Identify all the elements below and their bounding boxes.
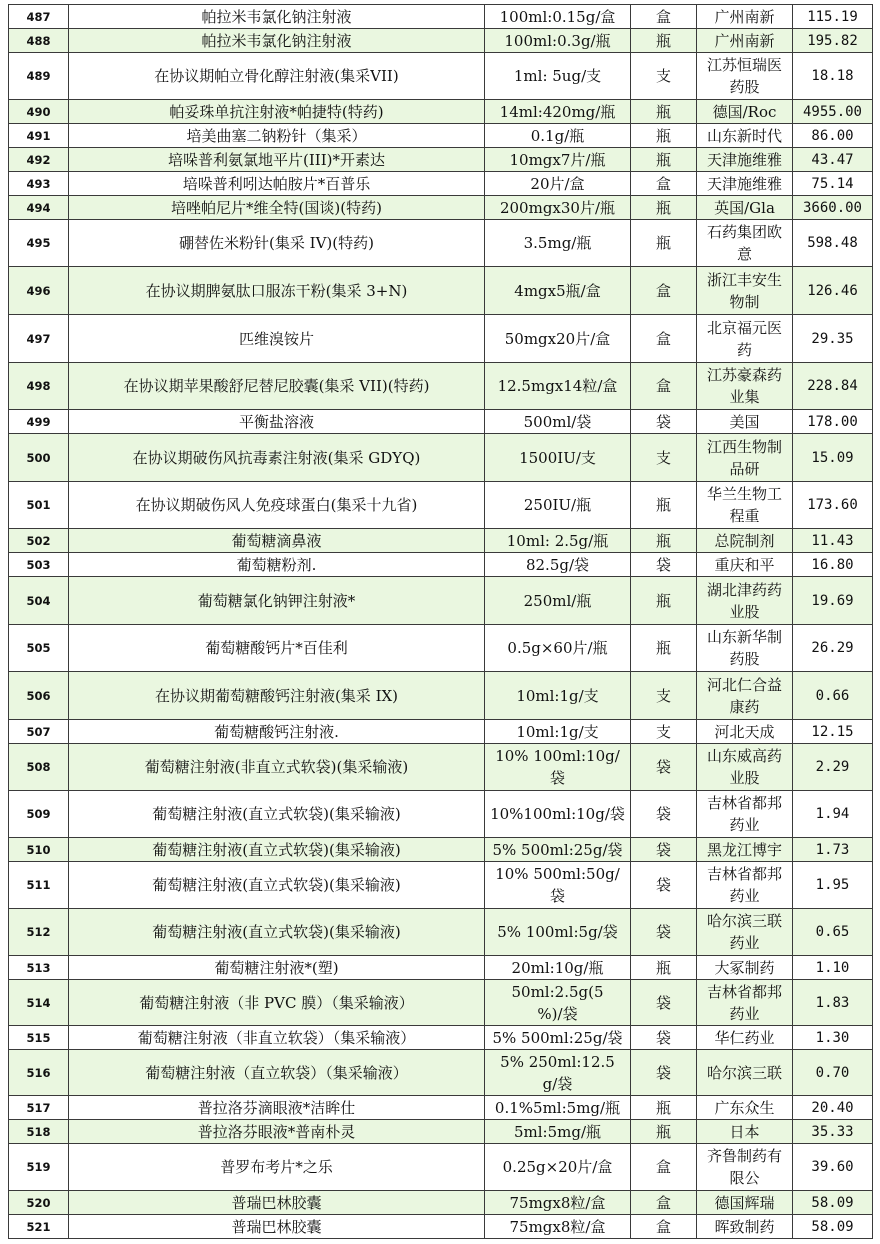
unit-cell: 支 (631, 53, 697, 100)
price-cell: 19.69 (793, 577, 873, 625)
price-cell: 16.80 (793, 553, 873, 577)
price-cell: 58.09 (793, 1215, 873, 1239)
specification-cell: 20片/盒 (485, 172, 631, 196)
row-number-cell: 519 (9, 1144, 69, 1191)
specification-cell: 82.5g/袋 (485, 553, 631, 577)
price-cell: 0.65 (793, 909, 873, 956)
table-row (9, 744, 873, 791)
specification-cell: 100ml:0.15g/盒 (485, 5, 631, 29)
table-row (9, 53, 873, 100)
unit-cell: 袋 (631, 744, 697, 791)
table-row (9, 909, 873, 956)
table-row (9, 1096, 873, 1120)
manufacturer-cell: 天津施维雅 (697, 172, 793, 196)
unit-cell: 盒 (631, 1144, 697, 1191)
price-cell: 18.18 (793, 53, 873, 100)
price-cell: 4955.00 (793, 100, 873, 124)
unit-cell: 袋 (631, 791, 697, 838)
row-number-cell: 515 (9, 1026, 69, 1050)
row-number-cell: 506 (9, 672, 69, 720)
row-number-cell: 504 (9, 577, 69, 625)
drug-name-cell: 培美曲塞二钠粉针（集采） (69, 124, 485, 148)
drug-name-cell: 普罗布考片*之乐 (69, 1144, 485, 1191)
table-row (9, 553, 873, 577)
table-row (9, 672, 873, 720)
specification-cell: 10% 500ml:50g/袋 (485, 862, 631, 909)
specification-cell: 250IU/瓶 (485, 482, 631, 529)
row-number-cell: 512 (9, 909, 69, 956)
price-cell: 35.33 (793, 1120, 873, 1144)
drug-name-cell: 帕拉米韦氯化钠注射液 (69, 5, 485, 29)
unit-cell: 瓶 (631, 148, 697, 172)
unit-cell: 支 (631, 434, 697, 482)
manufacturer-cell: 齐鲁制药有 限公 (697, 1144, 793, 1191)
unit-cell: 袋 (631, 553, 697, 577)
price-cell: 598.48 (793, 220, 873, 267)
row-number-cell: 489 (9, 53, 69, 100)
drug-name-cell: 在协议期破伤风抗毒素注射液(集采 GDYQ) (69, 434, 485, 482)
row-number-cell: 500 (9, 434, 69, 482)
unit-cell: 瓶 (631, 29, 697, 53)
unit-cell: 袋 (631, 410, 697, 434)
drug-name-cell: 葡萄糖注射液(直立式软袋)(集采输液) (69, 862, 485, 909)
price-cell: 1.30 (793, 1026, 873, 1050)
table-row (9, 434, 873, 482)
specification-cell: 4mgx5瓶/盒 (485, 267, 631, 315)
drug-name-cell: 普瑞巴林胶囊 (69, 1215, 485, 1239)
drug-name-cell: 在协议期苹果酸舒尼替尼胶囊(集采 VII)(特药) (69, 363, 485, 410)
row-number-cell: 507 (9, 720, 69, 744)
price-cell: 1.73 (793, 838, 873, 862)
unit-cell: 瓶 (631, 220, 697, 267)
row-number-cell: 520 (9, 1191, 69, 1215)
drug-name-cell: 培唑帕尼片*维全特(国谈)(特药) (69, 196, 485, 220)
specification-cell: 0.25g×20片/盒 (485, 1144, 631, 1191)
price-cell: 3660.00 (793, 196, 873, 220)
row-number-cell: 513 (9, 956, 69, 980)
drug-name-cell: 葡萄糖酸钙片*百佳利 (69, 625, 485, 672)
row-number-cell: 501 (9, 482, 69, 529)
row-number-cell: 518 (9, 1120, 69, 1144)
specification-cell: 0.1g/瓶 (485, 124, 631, 148)
unit-cell: 袋 (631, 980, 697, 1026)
table-row (9, 1120, 873, 1144)
row-number-cell: 488 (9, 29, 69, 53)
specification-cell: 50mgx20片/盒 (485, 315, 631, 363)
specification-cell: 200mgx30片/瓶 (485, 196, 631, 220)
specification-cell: 250ml/瓶 (485, 577, 631, 625)
specification-cell: 75mgx8粒/盒 (485, 1191, 631, 1215)
price-cell: 178.00 (793, 410, 873, 434)
price-cell: 2.29 (793, 744, 873, 791)
row-number-cell: 510 (9, 838, 69, 862)
row-number-cell: 514 (9, 980, 69, 1026)
manufacturer-cell: 重庆和平 (697, 553, 793, 577)
unit-cell: 袋 (631, 862, 697, 909)
specification-cell: 75mgx8粒/盒 (485, 1215, 631, 1239)
price-cell: 29.35 (793, 315, 873, 363)
row-number-cell: 517 (9, 1096, 69, 1120)
specification-cell: 10%100ml:10g/袋 (485, 791, 631, 838)
unit-cell: 瓶 (631, 124, 697, 148)
manufacturer-cell: 美国 (697, 410, 793, 434)
manufacturer-cell: 山东新时代 (697, 124, 793, 148)
drug-name-cell: 葡萄糖注射液（非直立软袋）（集采输液） (69, 1026, 485, 1050)
table-row (9, 1026, 873, 1050)
drug-name-cell: 葡萄糖氯化钠钾注射液* (69, 577, 485, 625)
drug-name-cell: 普拉洛芬滴眼液*洁眸仕 (69, 1096, 485, 1120)
row-number-cell: 495 (9, 220, 69, 267)
table-row (9, 124, 873, 148)
drug-name-cell: 葡萄糖注射液(直立式软袋)(集采输液) (69, 838, 485, 862)
table-row (9, 29, 873, 53)
row-number-cell: 521 (9, 1215, 69, 1239)
manufacturer-cell: 天津施维雅 (697, 148, 793, 172)
specification-cell: 0.1%5ml:5mg/瓶 (485, 1096, 631, 1120)
drug-name-cell: 培哚普利吲达帕胺片*百普乐 (69, 172, 485, 196)
manufacturer-cell: 河北仁合益 康药 (697, 672, 793, 720)
drug-price-table (8, 4, 873, 1239)
table-row (9, 838, 873, 862)
row-number-cell: 490 (9, 100, 69, 124)
manufacturer-cell: 黑龙江博宇 (697, 838, 793, 862)
specification-cell: 10ml: 2.5g/瓶 (485, 529, 631, 553)
manufacturer-cell: 德国/Roc (697, 100, 793, 124)
specification-cell: 14ml:420mg/瓶 (485, 100, 631, 124)
specification-cell: 500ml/袋 (485, 410, 631, 434)
unit-cell: 盒 (631, 1215, 697, 1239)
table-row (9, 980, 873, 1026)
specification-cell: 50ml:2.5g(5 %)/袋 (485, 980, 631, 1026)
row-number-cell: 493 (9, 172, 69, 196)
row-number-cell: 508 (9, 744, 69, 791)
unit-cell: 袋 (631, 1026, 697, 1050)
unit-cell: 瓶 (631, 956, 697, 980)
drug-name-cell: 在协议期脾氨肽口服冻干粉(集采 3+N) (69, 267, 485, 315)
price-cell: 43.47 (793, 148, 873, 172)
manufacturer-cell: 华兰生物工 程重 (697, 482, 793, 529)
table-row (9, 220, 873, 267)
manufacturer-cell: 河北天成 (697, 720, 793, 744)
unit-cell: 盒 (631, 1191, 697, 1215)
table-row (9, 1144, 873, 1191)
drug-name-cell: 在协议期破伤风人免疫球蛋白(集采十九省) (69, 482, 485, 529)
manufacturer-cell: 江苏豪森药 业集 (697, 363, 793, 410)
manufacturer-cell: 晖致制药 (697, 1215, 793, 1239)
unit-cell: 支 (631, 720, 697, 744)
drug-name-cell: 葡萄糖注射液(直立式软袋)(集采输液) (69, 791, 485, 838)
row-number-cell: 503 (9, 553, 69, 577)
drug-name-cell: 硼替佐米粉针(集采 IV)(特药) (69, 220, 485, 267)
table-row (9, 577, 873, 625)
unit-cell: 盒 (631, 267, 697, 315)
price-cell: 26.29 (793, 625, 873, 672)
drug-name-cell: 培哚普利氨氯地平片(III)*开素达 (69, 148, 485, 172)
price-cell: 15.09 (793, 434, 873, 482)
drug-name-cell: 葡萄糖注射液*(塑) (69, 956, 485, 980)
unit-cell: 瓶 (631, 529, 697, 553)
table-row (9, 315, 873, 363)
price-cell: 1.83 (793, 980, 873, 1026)
table-row (9, 148, 873, 172)
manufacturer-cell: 吉林省都邦 药业 (697, 791, 793, 838)
row-number-cell: 502 (9, 529, 69, 553)
table-row (9, 196, 873, 220)
unit-cell: 瓶 (631, 625, 697, 672)
table-row (9, 1050, 873, 1096)
unit-cell: 瓶 (631, 100, 697, 124)
price-cell: 1.95 (793, 862, 873, 909)
table-row (9, 1215, 873, 1239)
specification-cell: 3.5mg/瓶 (485, 220, 631, 267)
manufacturer-cell: 日本 (697, 1120, 793, 1144)
table-row (9, 791, 873, 838)
manufacturer-cell: 吉林省都邦 药业 (697, 862, 793, 909)
table-row (9, 529, 873, 553)
drug-name-cell: 葡萄糖滴鼻液 (69, 529, 485, 553)
price-cell: 0.70 (793, 1050, 873, 1096)
drug-name-cell: 平衡盐溶液 (69, 410, 485, 434)
price-cell: 0.66 (793, 672, 873, 720)
table-body (9, 5, 873, 1239)
unit-cell: 瓶 (631, 1120, 697, 1144)
price-cell: 173.60 (793, 482, 873, 529)
manufacturer-cell: 哈尔滨三联 (697, 1050, 793, 1096)
price-cell: 58.09 (793, 1191, 873, 1215)
unit-cell: 瓶 (631, 1096, 697, 1120)
row-number-cell: 497 (9, 315, 69, 363)
table-row (9, 720, 873, 744)
unit-cell: 盒 (631, 172, 697, 196)
manufacturer-cell: 江西生物制 品研 (697, 434, 793, 482)
price-cell: 86.00 (793, 124, 873, 148)
drug-name-cell: 匹维溴铵片 (69, 315, 485, 363)
drug-name-cell: 在协议期帕立骨化醇注射液(集采VII) (69, 53, 485, 100)
unit-cell: 盒 (631, 315, 697, 363)
unit-cell: 袋 (631, 838, 697, 862)
price-cell: 228.84 (793, 363, 873, 410)
table-row (9, 956, 873, 980)
manufacturer-cell: 德国辉瑞 (697, 1191, 793, 1215)
manufacturer-cell: 华仁药业 (697, 1026, 793, 1050)
table-row (9, 862, 873, 909)
manufacturer-cell: 广州南新 (697, 29, 793, 53)
specification-cell: 5% 500ml:25g/袋 (485, 1026, 631, 1050)
price-cell: 1.10 (793, 956, 873, 980)
specification-cell: 5% 100ml:5g/袋 (485, 909, 631, 956)
manufacturer-cell: 湖北津药药 业股 (697, 577, 793, 625)
specification-cell: 5% 500ml:25g/袋 (485, 838, 631, 862)
drug-name-cell: 在协议期葡萄糖酸钙注射液(集采 IX) (69, 672, 485, 720)
drug-name-cell: 葡萄糖注射液(直立式软袋)(集采输液) (69, 909, 485, 956)
drug-name-cell: 葡萄糖注射液（直立软袋）（集采输液） (69, 1050, 485, 1096)
specification-cell: 1ml: 5ug/支 (485, 53, 631, 100)
unit-cell: 袋 (631, 1050, 697, 1096)
table-row (9, 363, 873, 410)
drug-name-cell: 帕妥珠单抗注射液*帕捷特(特药) (69, 100, 485, 124)
unit-cell: 盒 (631, 363, 697, 410)
unit-cell: 盒 (631, 5, 697, 29)
manufacturer-cell: 山东威高药 业股 (697, 744, 793, 791)
unit-cell: 瓶 (631, 482, 697, 529)
manufacturer-cell: 江苏恒瑞医 药股 (697, 53, 793, 100)
manufacturer-cell: 浙江丰安生 物制 (697, 267, 793, 315)
table-row (9, 172, 873, 196)
table-row (9, 5, 873, 29)
drug-name-cell: 帕拉米韦氯化钠注射液 (69, 29, 485, 53)
drug-name-cell: 普瑞巴林胶囊 (69, 1191, 485, 1215)
row-number-cell: 496 (9, 267, 69, 315)
specification-cell: 10ml:1g/支 (485, 720, 631, 744)
manufacturer-cell: 北京福元医 药 (697, 315, 793, 363)
specification-cell: 12.5mgx14粒/盒 (485, 363, 631, 410)
manufacturer-cell: 广州南新 (697, 5, 793, 29)
price-cell: 39.60 (793, 1144, 873, 1191)
manufacturer-cell: 英国/Gla (697, 196, 793, 220)
manufacturer-cell: 广东众生 (697, 1096, 793, 1120)
drug-name-cell: 葡萄糖注射液（非 PVC 膜）（集采输液） (69, 980, 485, 1026)
price-cell: 1.94 (793, 791, 873, 838)
row-number-cell: 498 (9, 363, 69, 410)
row-number-cell: 509 (9, 791, 69, 838)
specification-cell: 10mgx7片/瓶 (485, 148, 631, 172)
row-number-cell: 491 (9, 124, 69, 148)
row-number-cell: 487 (9, 5, 69, 29)
specification-cell: 100ml:0.3g/瓶 (485, 29, 631, 53)
row-number-cell: 494 (9, 196, 69, 220)
price-cell: 115.19 (793, 5, 873, 29)
table-row (9, 1191, 873, 1215)
table-row (9, 482, 873, 529)
price-cell: 20.40 (793, 1096, 873, 1120)
price-cell: 75.14 (793, 172, 873, 196)
drug-name-cell: 葡萄糖酸钙注射液. (69, 720, 485, 744)
unit-cell: 支 (631, 672, 697, 720)
manufacturer-cell: 总院制剂 (697, 529, 793, 553)
table-row (9, 267, 873, 315)
row-number-cell: 492 (9, 148, 69, 172)
unit-cell: 瓶 (631, 196, 697, 220)
unit-cell: 瓶 (631, 577, 697, 625)
price-cell: 126.46 (793, 267, 873, 315)
price-cell: 195.82 (793, 29, 873, 53)
row-number-cell: 505 (9, 625, 69, 672)
specification-cell: 5% 250ml:12.5 g/袋 (485, 1050, 631, 1096)
drug-name-cell: 葡萄糖注射液(非直立式软袋)(集采输液) (69, 744, 485, 791)
price-cell: 11.43 (793, 529, 873, 553)
unit-cell: 袋 (631, 909, 697, 956)
row-number-cell: 499 (9, 410, 69, 434)
specification-cell: 5ml:5mg/瓶 (485, 1120, 631, 1144)
drug-name-cell: 葡萄糖粉剂. (69, 553, 485, 577)
price-cell: 12.15 (793, 720, 873, 744)
manufacturer-cell: 石药集团欧 意 (697, 220, 793, 267)
specification-cell: 10ml:1g/支 (485, 672, 631, 720)
specification-cell: 10% 100ml:10g/袋 (485, 744, 631, 791)
table-row (9, 625, 873, 672)
specification-cell: 20ml:10g/瓶 (485, 956, 631, 980)
manufacturer-cell: 大冢制药 (697, 956, 793, 980)
specification-cell: 1500IU/支 (485, 434, 631, 482)
row-number-cell: 516 (9, 1050, 69, 1096)
manufacturer-cell: 哈尔滨三联 药业 (697, 909, 793, 956)
row-number-cell: 511 (9, 862, 69, 909)
table-row (9, 100, 873, 124)
manufacturer-cell: 吉林省都邦 药业 (697, 980, 793, 1026)
table-row (9, 410, 873, 434)
manufacturer-cell: 山东新华制 药股 (697, 625, 793, 672)
specification-cell: 0.5g×60片/瓶 (485, 625, 631, 672)
drug-name-cell: 普拉洛芬眼液*普南朴灵 (69, 1120, 485, 1144)
